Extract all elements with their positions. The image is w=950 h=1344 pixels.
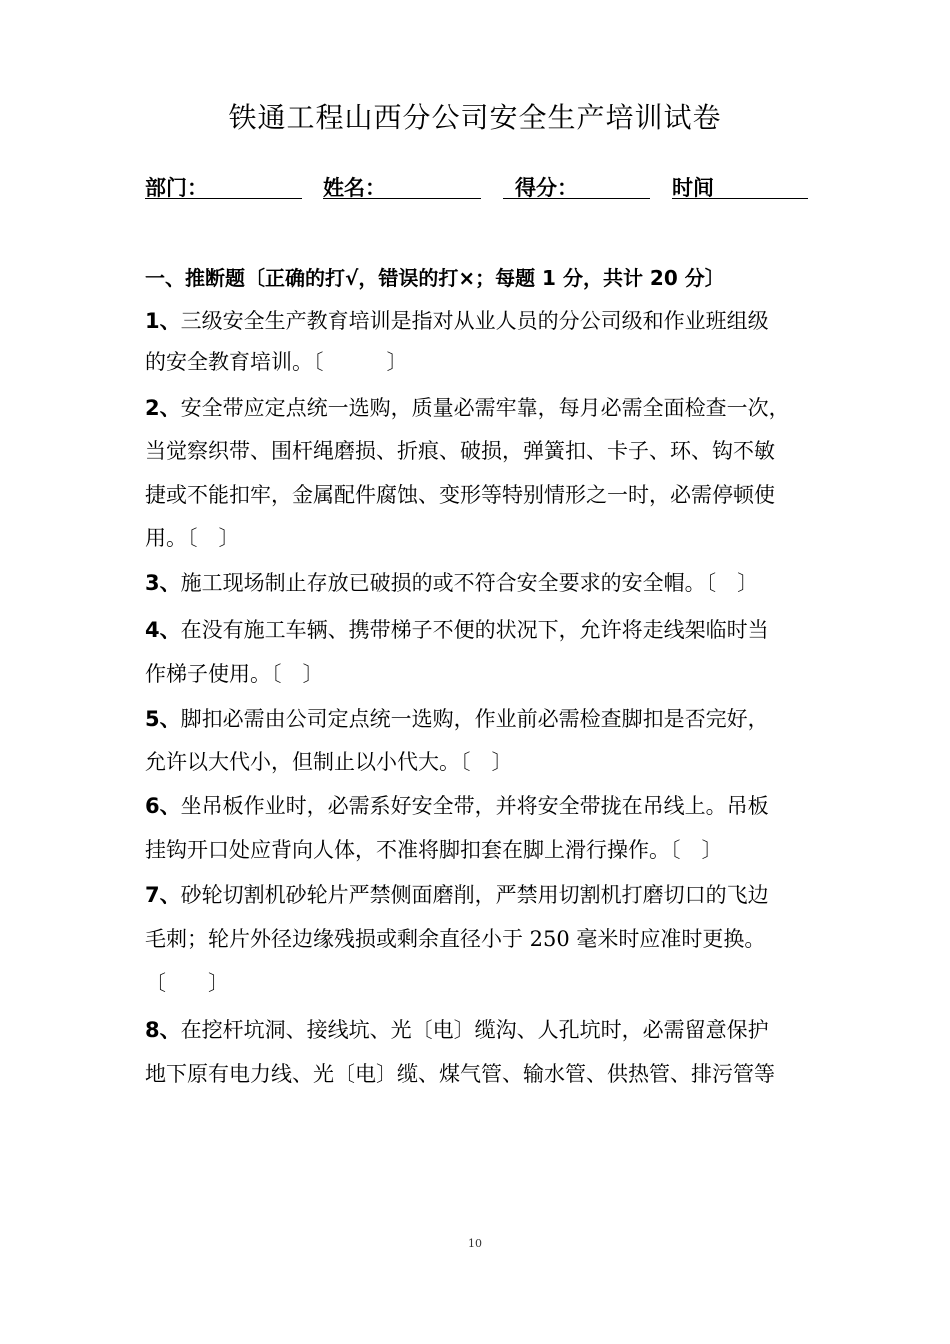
question-number: 5、: [145, 707, 181, 731]
question-text: 脚扣必需由公司定点统一选购，作业前必需检查脚扣是否完好，: [180, 707, 769, 731]
question-8-line-1: [145, 1015, 769, 1045]
score-label: 得分：: [515, 176, 578, 200]
question-5-line-1: [145, 704, 769, 734]
name-label: 姓名：: [323, 176, 386, 200]
question-5-line-2: 允许以大代小，但制止以小代大。〔 〕: [145, 750, 513, 774]
question-number: 4、: [145, 618, 181, 642]
question-8-line-2: 地下原有电力线、光〔电〕缆、煤气管、输水管、供热管、排污管等: [145, 1062, 775, 1086]
question-number: 2、: [145, 396, 181, 420]
question-3-line-1: [145, 568, 758, 598]
question-2-line-3: 捷或不能扣牢，金属配件腐蚀、变形等特别情形之一时，必需停顿使: [145, 483, 775, 507]
name-field[interactable]: [323, 172, 481, 199]
question-2-line-2: 当觉察织带、围杆绳磨损、折痕、破损，弹簧扣、卡子、环、钩不敏: [145, 439, 775, 463]
question-2-line-1: [145, 393, 790, 423]
question-4-line-1: [145, 615, 769, 645]
time-field[interactable]: [672, 172, 808, 199]
document-title: 铁通工程山西分公司安全生产培训试卷: [228, 101, 722, 134]
question-number: 7、: [145, 883, 181, 907]
question-text: 坐吊板作业时，必需系好安全带，并将安全带拢在吊线上。吊板: [180, 794, 769, 818]
question-number: 3、: [145, 571, 181, 595]
question-4-line-2: 作梯子使用。〔 〕: [145, 662, 324, 686]
question-2-line-4: 用。〔 〕: [145, 526, 240, 550]
question-6-line-1: [145, 791, 769, 821]
question-1-line-1: [145, 306, 769, 336]
question-text: 安全带应定点统一选购，质量必需牢靠，每月必需全面检查一次，: [180, 396, 790, 420]
question-number: 8、: [145, 1018, 181, 1042]
question-1-line-2: 的安全教育培训。〔 〕: [145, 350, 408, 374]
question-text: 施工现场制止存放已破损的或不符合安全要求的安全帽。〔 〕: [180, 571, 759, 595]
page-number: 10: [468, 1237, 482, 1250]
section-heading: 一、推断题〔正确的打√，错误的打×；每题 1 分，共计 20 分〕: [145, 266, 725, 290]
question-number: 6、: [145, 794, 181, 818]
question-6-line-2: 挂钩开口处应背向人体，不准将脚扣套在脚上滑行操作。〔 〕: [145, 838, 723, 862]
question-text: 砂轮切割机砂轮片严禁侧面磨削，严禁用切割机打磨切口的飞边: [180, 883, 769, 907]
question-text: 在挖杆坑洞、接线坑、光〔电〕缆沟、人孔坑时，必需留意保护: [180, 1018, 769, 1042]
info-row: [145, 172, 815, 202]
question-text: 在没有施工车辆、携带梯子不便的状况下，允许将走线架临时当: [180, 618, 769, 642]
question-text: 三级安全生产教育培训是指对从业人员的分公司级和作业班组级: [180, 309, 769, 333]
department-field[interactable]: [145, 172, 302, 199]
score-field[interactable]: [503, 172, 650, 199]
question-number: 1、: [145, 309, 181, 333]
question-7-line-3: 〔 〕: [145, 971, 229, 995]
department-label: 部门：: [145, 176, 208, 200]
question-7-line-1: [145, 880, 769, 910]
time-label: 时间: [672, 176, 714, 200]
question-7-line-2: 毛刺；轮片外径边缘残损或剩余直径小于 250 毫米时应准时更换。: [145, 927, 766, 951]
